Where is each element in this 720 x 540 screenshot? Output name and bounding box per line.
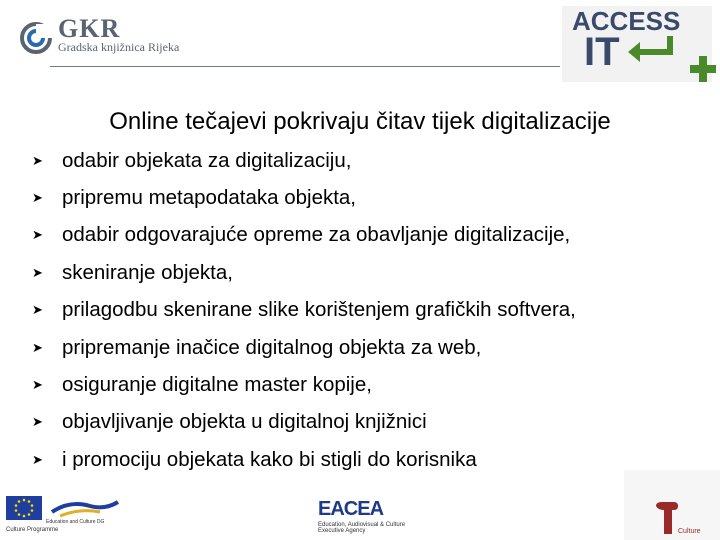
gkr-logo-name: GKR (58, 14, 121, 43)
chevron-right-icon: ➤ (32, 339, 43, 355)
list-item-text: prilagodbu skenirane slike korištenjem grafičkih softvera, (62, 298, 576, 322)
list-item-text: i promociju objekata kako bi stigli do korisnika (62, 447, 477, 471)
list-item (32, 217, 576, 254)
list-item (32, 179, 576, 216)
plus-icon (690, 56, 716, 82)
chevron-right-icon: ➤ (32, 264, 43, 280)
list-item-text: osiguranje digitalne master kopije, (62, 373, 372, 397)
access-it-it-word: IT (584, 30, 620, 74)
list-item (32, 292, 576, 329)
culture-logo (624, 470, 720, 540)
gkr-logo-subtitle: Gradska knjižnica Rijeka (58, 40, 180, 54)
list-item-text: skeniranje objekta, (62, 260, 233, 284)
list-item-text: objavljivanje objekta u digitalnoj knjižnici (62, 410, 427, 434)
list-item (32, 142, 576, 179)
chevron-right-icon: ➤ (32, 414, 43, 430)
eu-flag-icon (6, 496, 42, 520)
access-it-word: ACCESS (572, 6, 681, 36)
chevron-right-icon: ➤ (32, 152, 43, 168)
chevron-right-icon: ➤ (32, 451, 43, 467)
list-item-text: pripremu metapodataka objekta, (62, 186, 357, 210)
list-item (32, 329, 576, 366)
header-divider (50, 66, 560, 67)
gkr-swirl-icon (18, 18, 58, 58)
chevron-right-icon: ➤ (32, 190, 43, 206)
list-item-text: odabir objekata za digitalizaciju, (62, 148, 352, 172)
return-arrow-icon (626, 34, 676, 64)
chevron-right-icon: ➤ (32, 227, 43, 243)
eacea-subtitle: Education, Audiovisual & Culture Executive Agency (318, 522, 406, 534)
culture-programme-caption: Culture Programme (6, 527, 59, 533)
slide-title: Online tečajevi pokrivaju čitav tijek digitalizacije (109, 108, 611, 135)
list-item (32, 366, 576, 403)
list-item-text: odabir odgovarajuće opreme za obavljanje digitalizacije, (62, 223, 571, 247)
chevron-right-icon: ➤ (32, 302, 43, 318)
list-item (32, 441, 576, 478)
list-item (32, 404, 576, 441)
bullet-list (32, 142, 576, 479)
edu-caption: Education and Culture DG (46, 519, 105, 525)
education-culture-icon (50, 498, 120, 518)
list-item (32, 254, 576, 291)
chevron-right-icon: ➤ (32, 377, 43, 393)
culture-label: Culture (678, 528, 701, 535)
eacea-logo: EACEA (318, 498, 384, 520)
list-item-text: pripremanje inačice digitalnog objekta za web, (62, 335, 482, 359)
